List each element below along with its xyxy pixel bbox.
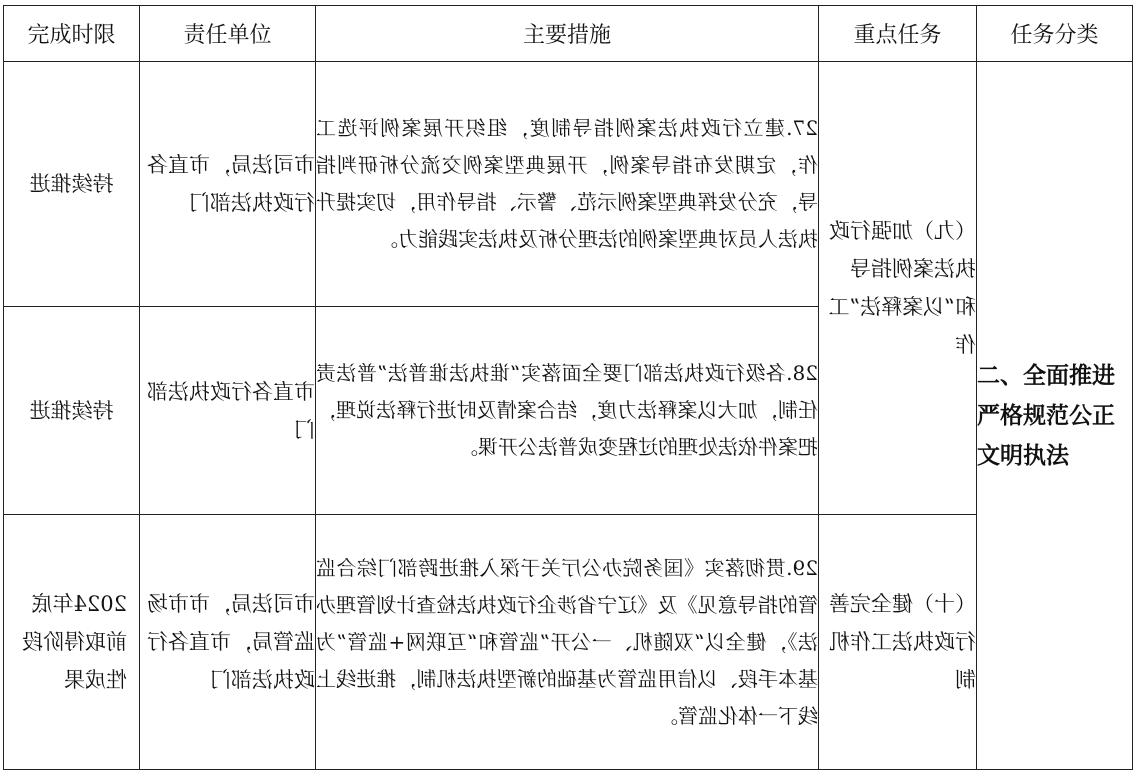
category-cell: 二、全面推进严格规范公正文明执法 [977,62,1133,770]
unit-cell: 市直各行政执法部门 [140,307,316,515]
key-task-cell: （十）健全完善行政执法工作机制 [819,515,977,770]
header-key-task: 重点任务 [819,6,977,62]
header-measures: 主要措施 [316,6,819,62]
header-row [4,6,1133,62]
measure-cell: 27.建立行政执法案例指导制度，组织开展案例评选工作，定期发布指导案例，开展典型案例交流分析研判指导，充分发挥典型案例示范、警示、指导作用，切实提升执法人员对典型案例的法理分析及执法实践能力。 [316,62,819,307]
table-row [4,515,1133,770]
unit-cell: 市司法局，市直各行政执法部门 [140,62,316,307]
header-category: 任务分类 [977,6,1133,62]
measure-cell: 29.贯彻落实《国务院办公厅关于深入推进跨部门综合监管的指导意见》及《辽宁省涉企行政执法检查计划管理办法》，健全以“双随机、一公开”监管和“互联网+监管”为基本手段、以信用监管为基础的新型执法机制，推进线上线下一体化监管。 [316,515,819,770]
task-table [3,5,1133,770]
unit-cell: 市司法局，市市场监管局，市直各行政执法部门 [140,515,316,770]
deadline-cell: 2024年底前取得阶段性成果 [4,515,140,770]
deadline-cell: 持续推进 [4,62,140,307]
measure-cell: 28.各级行政执法部门要全面落实“谁执法谁普法”普法责任制，加大以案释法力度，结合案情及时进行释法说理，把案件依法处理的过程变成普法公开课。 [316,307,819,515]
header-deadline: 完成时限 [4,6,140,62]
table-row [4,62,1133,307]
deadline-cell: 持续推进 [4,307,140,515]
key-task-cell: （九）加强行政执法案例指导和“以案释法”工作 [819,62,977,515]
header-unit: 责任单位 [140,6,316,62]
